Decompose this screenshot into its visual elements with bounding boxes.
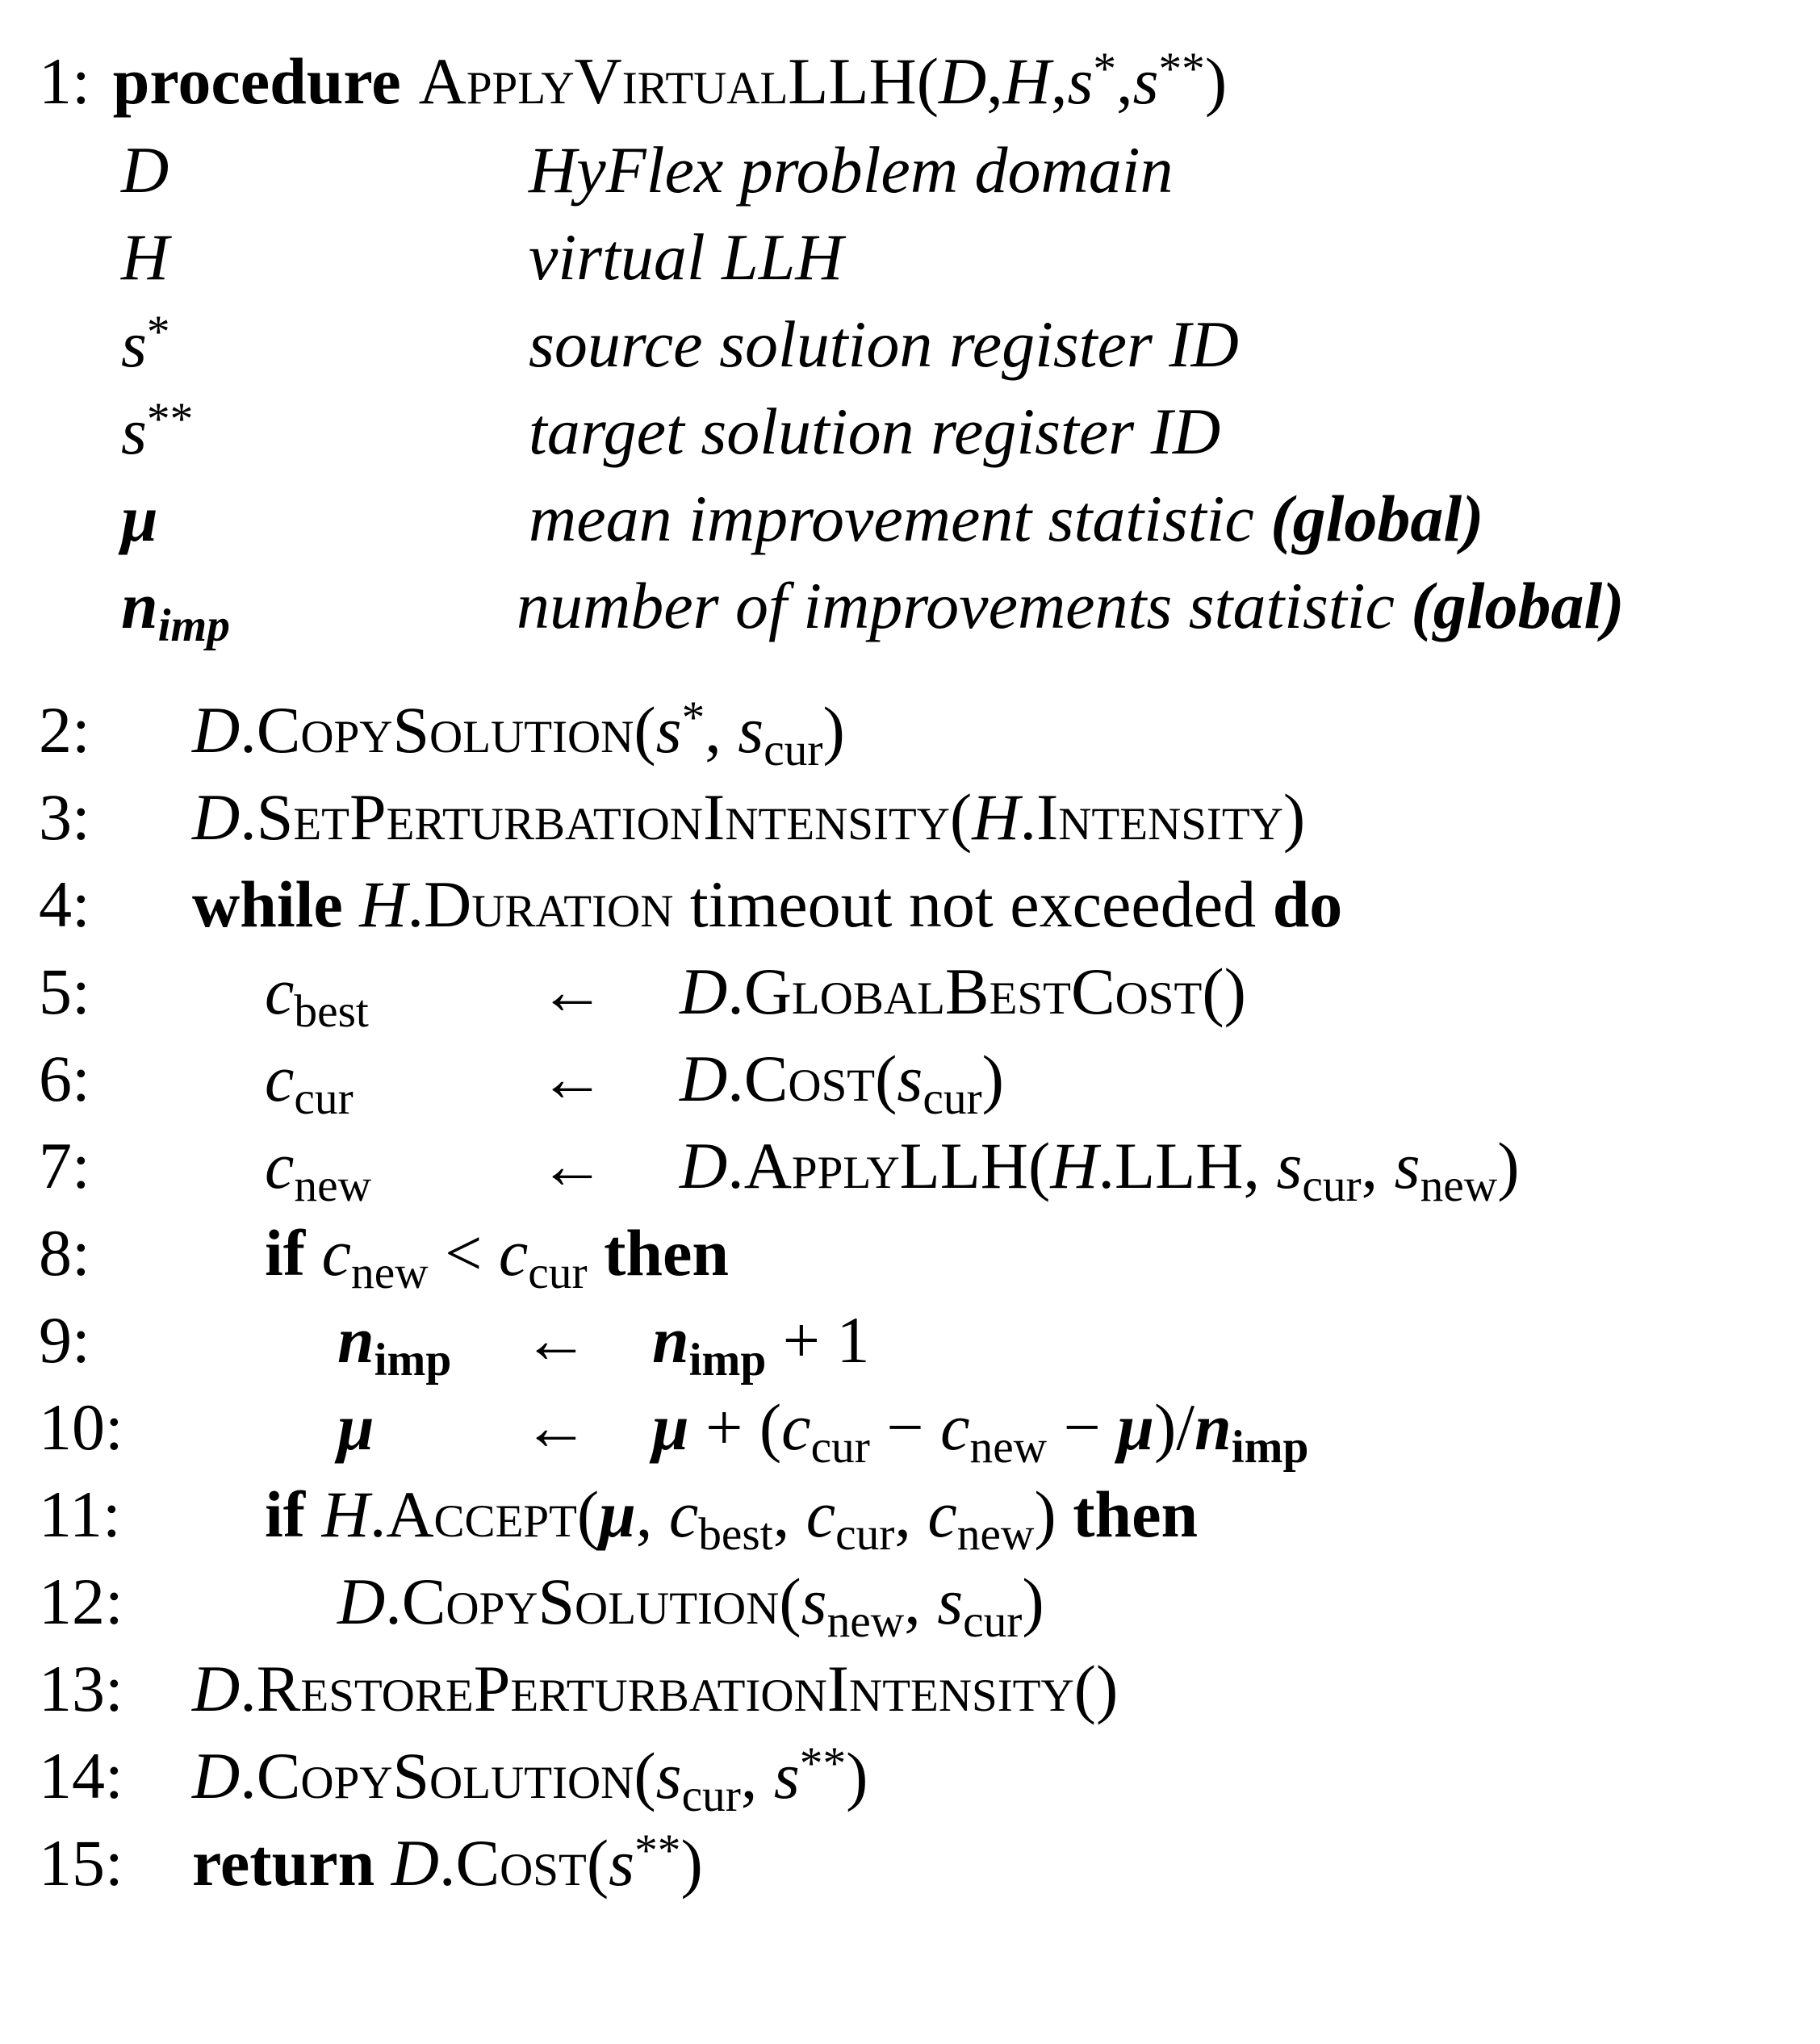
line-number: 1: (39, 44, 90, 118)
line-number: 3: (39, 780, 90, 854)
line-number: 10: (39, 1390, 123, 1464)
procedure-keyword: procedure (112, 44, 401, 118)
step-while-loop: while H.Duration timeout not exceeded do (192, 867, 1343, 941)
line-number: 12: (39, 1565, 123, 1638)
param-symbol: D (121, 133, 169, 207)
assign-arrow: ← (523, 1303, 589, 1377)
param-description: mean improvement statistic (529, 482, 1271, 555)
assign-rhs: D.ApplyLLH(H.LLH, scur, snew) (680, 1129, 1520, 1212)
param-symbol: s (121, 307, 147, 381)
global-tag: (global) (1270, 482, 1484, 555)
step-return: return D.Cost(s**) (192, 1825, 703, 1900)
algorithm-block: 1: procedure ApplyVirtualLLH ( D , H , s * , s ** ) D HyFlex problem domain H virtual LLH s* source solution register ID s** target solution register ID μ mean improvement statistic (global) nimp number of improvements statistic (global) 2: D.CopySolution(s*, scur) 3: D.SetPerturbationIntensity(H.Intensity) 4: while H.Duration timeout not exceeded do 5: cbest ← D.GlobalBestCost() 6: ccur ← D.Cost(scur) 7: cnew ← D.ApplyLLH(H.LLH, scur, snew) 8: if cnew < ccur then 9: nimp ← nimp + 1 10: μ ← μ + (ccur − cnew − μ)/nimp 11: if H.Accept(μ, cbest, ccur, cnew) then 12: D.CopySolution(snew, scur) 13: D.RestorePerturbationIntensity() 14: D.CopySolution(scur, s**) 15: return D.Cost(s**) (39, 43, 1625, 1900)
assign-arrow: ← (523, 1390, 589, 1464)
step-set-perturbation: D.SetPerturbationIntensity(H.Intensity) (192, 780, 1306, 854)
step-if-accept: if H.Accept(μ, cbest, ccur, cnew) then (265, 1478, 1199, 1561)
assign-rhs: μ + (ccur − cnew − μ)/nimp (652, 1390, 1309, 1473)
line-number: 4: (39, 867, 90, 941)
assign-rhs: D.GlobalBestCost() (680, 955, 1246, 1028)
step-if-improved: if cnew < ccur then (265, 1216, 729, 1299)
line-number: 8: (39, 1216, 90, 1290)
step-copy-new-to-cur: D.CopySolution(snew, scur) (337, 1565, 1044, 1648)
param-description: virtual LLH (529, 220, 843, 294)
assign-rhs: nimp + 1 (652, 1303, 870, 1386)
procedure-name: ApplyVirtualLLH (418, 44, 917, 118)
assign-rhs: D.Cost(scur) (680, 1042, 1004, 1125)
line-number: 15: (39, 1826, 123, 1900)
param-description: source solution register ID (529, 307, 1239, 381)
step-restore-perturbation: D.RestorePerturbationIntensity() (192, 1652, 1119, 1725)
assign-lhs: nimp (337, 1303, 452, 1386)
param-symbol: s (121, 395, 147, 468)
line-number: 9: (39, 1303, 90, 1377)
param-symbol: H (121, 220, 169, 294)
param-description: target solution register ID (529, 395, 1221, 468)
param-symbol: μ (121, 482, 158, 555)
assign-lhs: cbest (265, 955, 369, 1038)
line-number: 5: (39, 955, 90, 1028)
line-number: 6: (39, 1042, 90, 1115)
line-number: 14: (39, 1739, 123, 1812)
global-tag: (global) (1411, 569, 1625, 642)
assign-lhs: ccur (265, 1042, 354, 1125)
assign-lhs: cnew (265, 1129, 372, 1212)
line-number: 13: (39, 1652, 123, 1725)
assign-lhs: μ (337, 1390, 374, 1464)
assign-arrow: ← (539, 1129, 605, 1202)
line-number: 7: (39, 1129, 90, 1202)
step-copy-cur-to-target: D.CopySolution(scur, s**) (192, 1737, 868, 1822)
assign-arrow: ← (539, 955, 605, 1028)
procedure-header: 1: procedure ApplyVirtualLLH ( D , H , s * , s ** ) (39, 43, 1228, 118)
param-symbol: n (121, 569, 158, 642)
assign-arrow: ← (539, 1042, 605, 1115)
param-description: HyFlex problem domain (529, 133, 1174, 207)
line-number: 11: (39, 1478, 121, 1551)
line-number: 2: (39, 693, 90, 767)
step-copy-solution: D.CopySolution(s*, scur) (192, 692, 845, 776)
param-description: number of improvements statistic (517, 569, 1412, 642)
